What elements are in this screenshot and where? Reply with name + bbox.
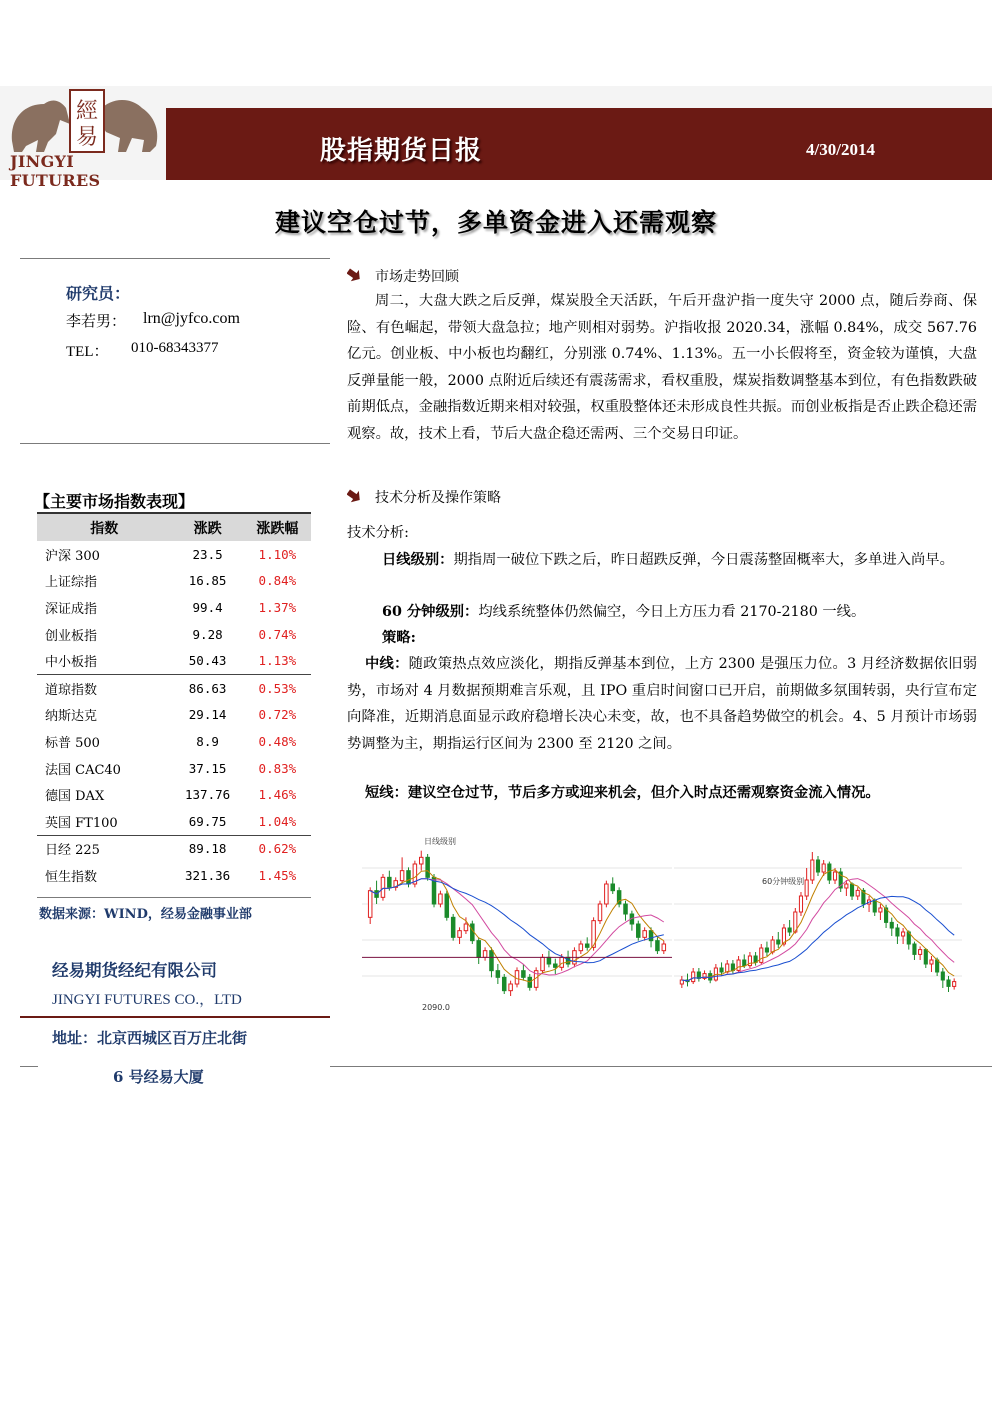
candle [637,921,641,941]
index-name-cell: 恒生指数 [45,869,98,885]
candle [381,874,385,901]
index-pct-cell: 1.45% [258,867,297,883]
m60-label: 60 分钟级别： [382,604,479,620]
index-name-cell: 深证成指 [45,601,98,617]
header-index: 指数 [37,514,171,541]
index-name-cell: 创业板指 [45,628,98,644]
index-change-cell: 9.28 [192,626,223,642]
candle [502,974,506,994]
technical-heading: 技术分析及操作策略 [347,487,501,507]
table-row [37,808,311,835]
header-pct: 涨跌幅 [244,514,311,541]
index-pct-cell: 1.10% [258,546,297,562]
table-row [37,702,311,729]
headline: 建议空仓过节，多单资金进入还需观察 [274,208,717,237]
report-date: 4/30/2014 [806,140,875,159]
index-name-cell: 德国 DAX [45,789,105,805]
mid-term-strategy [347,651,977,757]
candle [839,868,842,892]
index-name-cell: 上证综指 [45,575,98,591]
researcher-label: 研究员： [66,284,131,303]
table-row [37,647,311,674]
arrow-bullet-icon [347,268,361,282]
candle [445,891,449,921]
technical-intro: 技术分析: [347,525,410,541]
table-row [37,594,311,621]
index-change-cell: 137.76 [185,787,231,803]
strategy-label: 策略: [382,630,416,646]
footer-rule-right [330,1066,992,1067]
table-bottom-rule [37,897,311,898]
researcher-email[interactable]: lrn@jyfco.com [143,310,240,327]
index-pct-cell: 1.13% [258,653,297,669]
index-name-cell: 沪深 300 [45,548,100,564]
candle [598,901,602,924]
left-mid-rule [20,443,330,444]
index-pct-cell: 0.48% [258,733,297,749]
index-pct-cell: 1.46% [258,787,297,803]
candle [799,892,802,916]
mid-text: 随政策热点效应淡化，期指反弹基本到位，上方 2300 是强压力位。3 月经济数据依旧弱势，市场对 4 月数据预期难言乐观，且 IPO 重启时间窗口已开启，前期做多氛围转弱，央行宣布定向降准，近期消息面显示政府稳增长决心未变，故，也不具备趋势做空的机会。4、5 月预计市场弱势调整为主，期指运行区间为 2300 至 2120 之间。 [347,656,978,752]
index-name-cell: 英国 FT100 [45,815,118,831]
daily-label: 日线级别： [382,552,454,568]
company-name-en: JINGYI FUTURES CO.，LTD [52,992,242,1008]
index-change-cell: 99.4 [192,599,223,615]
left-top-rule [20,258,330,259]
table-row [37,755,311,782]
index-pct-cell: 0.83% [258,760,297,776]
index-change-cell: 86.63 [171,674,243,701]
tel-label: TEL： [66,344,109,360]
index-pct-cell: 1.37% [258,599,297,615]
index-pct-cell: 0.74% [258,626,297,642]
index-change-cell: 69.75 [188,813,227,829]
researcher-name: 李若男： [66,314,127,330]
market-review-heading: 市场走势回顾 [347,266,459,286]
candle [451,914,455,941]
index-change-cell: 89.18 [171,835,243,862]
index-change-cell: 29.14 [188,707,227,723]
header-change: 涨跌 [171,514,243,541]
logo-wordmark: JINGYI FUTURES [10,152,101,190]
footer-rule-left [20,1066,38,1067]
arrow-bullet-icon [347,489,361,503]
index-change-cell: 23.5 [192,546,223,562]
report-title: 股指期货日报 [320,136,483,166]
tel-value: 010-68343377 [131,340,219,356]
index-change-cell: 16.85 [188,573,227,589]
chart-panel-label: 日线级别 [424,837,456,846]
index-change-cell: 8.9 [196,733,219,749]
table-row [37,862,311,889]
index-name-cell: 法国 CAC40 [45,762,121,778]
table-row [37,621,311,648]
candle [617,887,621,907]
chart-low-label: 2090.0 [422,1003,450,1012]
short-term-strategy [347,780,987,807]
index-name-cell: 日经 225 [37,835,171,862]
index-pct-cell: 0.62% [244,835,311,862]
address-line-2: 6 号经易大厦 [113,1068,204,1086]
daily-kline-chart [362,832,672,1012]
table-row [37,781,311,808]
index-name-cell: 中小板指 [45,655,98,671]
short-text: 建议空仓过节，节后多方或迎来机会，但介入时点还需观察资金流入情况。 [407,785,880,801]
daily-text: 期指周一破位下跌之后，昨日超跌反弹，今日震荡整固概率大，多单进入尚早。 [453,552,954,568]
data-source: 数据来源：WIND，经易金融事业部 [39,907,252,922]
index-name-cell: 纳斯达克 [45,709,98,725]
table-row [37,835,311,862]
index-name-cell: 标普 500 [45,735,100,751]
index-pct-cell: 0.72% [258,707,297,723]
index-name-cell: 道琼指数 [37,674,171,701]
company-rule [20,1016,330,1018]
candle [413,861,417,888]
m60-text: 均线系统整体仍然偏空，今日上方压力看 2170-2180 一线。 [478,604,866,620]
table-header-row [37,514,311,541]
svg-text:經: 經 [75,99,99,124]
table-row [37,728,311,755]
table-row [37,674,311,701]
chart-panel-label: 60分钟级别 [762,877,805,886]
market-review-text: 周二，大盘大跌之后反弹，煤炭股全天活跃，午后开盘沪指一度失守 2000 点，随后券商、保险、有色崛起，带领大盘急拉；地产则相对弱势。沪指收报 2020.34，涨幅 0.84%，成交 567.76 亿元。创业板、中小板也均翻红，分别涨 0.74%、1.13%。五一小长假将至，资金较为谨慎，大盘反弹量能一般，2000 点附近后续还有震荡需求，看权重股，煤炭指数调整基本到位，有色指数跌破前期低点，金融指数近期来相对较强，权重股整体还未形成良性共振。而创业板指是否止跌企稳还需观察。故，技术上看，节后大盘企稳还需两、三个交易日印证。 [347,293,977,442]
index-change-cell: 50.43 [188,653,227,669]
index-pct-cell: 0.53% [244,674,311,701]
short-label: 短线： [365,785,408,801]
index-change-cell: 321.36 [185,867,231,883]
address-line-1: 地址：北京西城区百万庄北街 [52,1029,248,1047]
mid-label: 中线： [365,656,409,672]
index-pct-cell: 1.04% [258,813,297,829]
index-table [37,514,311,889]
index-pct-cell: 0.84% [258,573,297,589]
daily-analysis [347,547,977,574]
candle [515,967,519,987]
company-name-cn: 经易期货经纪有限公司 [52,961,217,980]
candle [426,854,430,881]
index-change-cell: 37.15 [188,760,227,776]
table-row [37,568,311,595]
index-table-title: 【主要市场指数表现】 [34,492,195,511]
svg-text:易: 易 [75,125,99,150]
candle [605,881,609,908]
hourly-kline-chart [674,832,962,1012]
candle [432,874,436,907]
table-row [37,541,311,568]
m60-analysis [347,599,977,626]
